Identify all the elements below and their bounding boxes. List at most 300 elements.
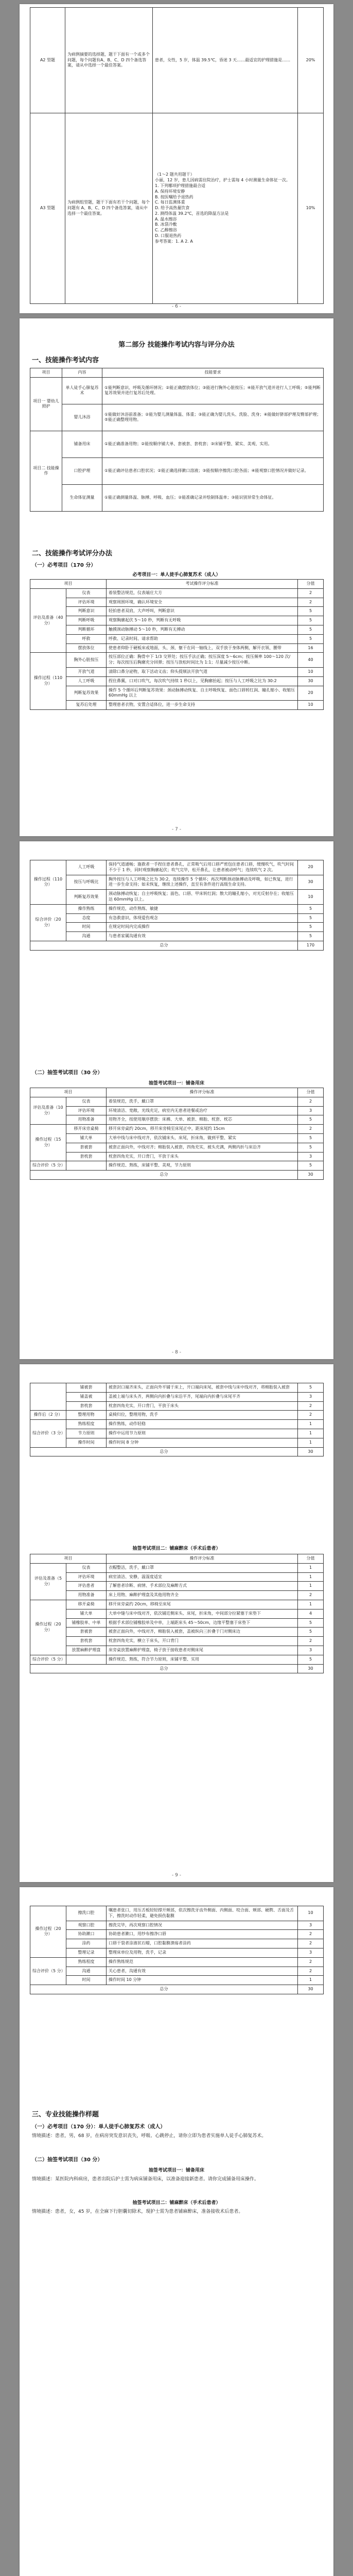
group-cell: 操作过程（110 分） [30,653,66,710]
example-line: A. 保持环境安静 [155,189,185,194]
item-cell: 仪表 [66,588,107,598]
standard-cell: 移开床旁桌约 20cm，移开床旁椅至床尾正中，距床尾约 15cm [107,1125,298,1134]
part-title: 第二部分 技能操作考试内容与评分办法 [118,341,235,349]
score-cell: 2 [298,588,324,598]
standard-cell: 整理患者衣物，安置合适体位，进一步生命支持 [107,701,298,710]
page-number: - 7 - [172,827,181,832]
standard-cell: 协助患者漱口，用纱布擦净口唇 [107,1930,298,1939]
group-cell: 总分 [30,941,298,950]
item-cell: 移开桌椅 [66,1600,107,1609]
subsection-title: （一）必考项目（170 分） [32,563,96,568]
standard-cell: 呼救、记录时间、请求帮助 [107,634,298,643]
item-cell: 铺盖被 [66,1392,107,1401]
table-row [30,431,324,457]
column-header: 内容 [62,368,102,378]
item-cell: 熟练程度 [66,1957,107,1967]
score-cell: 20 [298,860,324,875]
group-cell: 总分 [30,1985,298,1994]
table-row [30,1429,324,1438]
content-cell: 婴儿沐浴 [62,404,102,431]
table-row [30,457,324,484]
table-header-row [30,580,324,589]
item-cell: 态度 [66,913,107,923]
table-row [30,1939,324,1948]
item-cell: 时间 [66,923,107,932]
item-cell: 观察口腔 [66,1921,107,1930]
table-row [30,1572,324,1582]
scoring-table-1-continued [30,860,324,951]
score-cell: 10 [298,890,324,905]
item-cell: 判断意识 [66,607,107,616]
column-header: 操作评分标准 [107,1088,298,1097]
score-cell: 2 [298,1401,324,1411]
example-line: D. 给予高热量饮食 [155,206,190,211]
standard-cell: 着装规范，洗手，戴口罩 [107,1097,298,1106]
score-cell: 1 [298,1582,324,1591]
document-page-5 [20,1887,333,2576]
table-row [30,1563,324,1572]
content-cell: 单人徒手心肺复苏术 [62,377,102,404]
example-line: 1. 下列哪项护理措施最合适 [155,183,206,188]
table-row [30,1628,324,1637]
standard-cell: 衣帽整洁，洗手，戴口罩 [107,1563,298,1572]
table-caption: 抽签考试项目二：铺麻醉床（手术后患者） [132,2200,221,2206]
requirement-cell: ①能正确评估患者口腔状况；②能正确选择漱口溶液；③能按顺序擦洗口腔各面；④能观察口腔情况并做好记录。 [102,457,324,484]
table-row [30,1921,324,1930]
table-caption: 必考项目一：单人徒手心肺复苏术（成人） [132,572,221,578]
table-row [30,1411,324,1420]
score-cell: 2 [298,598,324,607]
table-row [30,1097,324,1106]
subsection-title: （一）必考项目（170 分）：单人徒手心肺复苏术（成人） [32,2124,166,2130]
item-cell: 按压与呼吸比 [66,875,107,890]
table-row [30,1591,324,1600]
item-cell: 复苏后处理 [66,701,107,710]
item-cell: 评估环境 [66,598,107,607]
item-cell: 放置麻醉护理盘 [66,1646,107,1655]
item-cell: 用物准备 [66,1115,107,1125]
table-row [30,1171,324,1180]
standard-cell: 病室清洁、安静，温湿度适宜 [107,1572,298,1582]
example-line: 参考答案：1. A 2. A [155,239,193,244]
subsection-title: （二）抽签考试项目（30 分） [32,1070,103,1076]
table-row [30,923,324,932]
page-number: - 6 - [172,304,181,309]
standard-cell: 触摸颈动脉搏动 5～10 秒，判断有无搏动 [107,625,298,634]
type-label: A3 型题 [30,113,65,304]
score-cell: 5 [298,1161,324,1171]
table-row [30,625,324,634]
standard-cell: 操作 5 个循环后判断复苏效果：颈动脉搏动恢复、自主呼吸恢复、面色口唇转红润、瞳孔缩小、收缩压 60mmHg 以上 [107,686,298,701]
document-page-3 [20,841,333,1359]
table-caption: 抽签考试项目二：铺麻醉床（手术后患者） [132,1546,221,1551]
score-cell: 2 [298,1957,324,1967]
table-row [30,1976,324,1985]
group-cell: 综合评价（20 分） [30,904,66,941]
standard-cell: 观察胸廓起伏 5～10 秒，判断有无呼吸 [107,616,298,625]
standard-cell: 盖被上端与床头齐，两侧向内折叠与床沿平齐，尾端向内折叠与床尾平齐 [107,1392,298,1401]
item-cell: 套枕套 [66,1152,107,1161]
table-row [30,1161,324,1171]
score-cell: 5 [298,607,324,616]
score-cell: 2 [298,1097,324,1106]
group-cell: 操作过程（110 分） [30,860,66,905]
table-row [30,1646,324,1655]
score-cell: 40 [298,653,324,668]
column-header: 技能要求 [102,368,324,378]
item-cell: 套枕套 [66,1401,107,1411]
standard-cell: 关心患者，沟通有效 [107,1967,298,1976]
table-row [30,1637,324,1646]
page-number: - 9 - [172,1873,181,1878]
table-row [30,616,324,625]
type-example [153,113,298,304]
table-row [30,1957,324,1967]
standard-cell: 胸外按压与人工呼吸之比为 30:2，连续操作 5 个循环；再次判断颈动脉搏动及呼吸，如已恢复，进行进一步生命支持；如未恢复，继续上述操作，直至有条件进行高级生命支持。 [107,875,298,890]
standard-cell: 被套正面向外，中线对齐；棉胎装入被套，四角充实，被头充满，两侧内折与床沿齐 [107,1143,298,1152]
group-cell: 操作过程（20 分） [30,1600,66,1655]
group-cell: 综合评价（5 分） [30,1655,66,1664]
standard-cell: 移开床旁桌约 20cm，移椅至床尾 [107,1600,298,1609]
example-line: C. 乙醇擦浴 [155,228,177,233]
scoring-table-4 [30,1906,324,1994]
score-cell: 5 [298,616,324,625]
table-caption: 抽签考试项目一：铺备用床 [148,2168,204,2173]
item-cell: 整理记录 [66,1948,107,1957]
table-row [30,941,324,950]
score-cell: 3 [298,1152,324,1161]
standard-cell: 观察周围环境，确认环境安全 [107,598,298,607]
group-cell: 综合评价（3 分） [30,1420,66,1447]
scoring-table-3 [30,1554,324,1673]
table-row [30,701,324,710]
standard-cell: 操作规范、熟练，床铺平整、美观，节力原则 [107,1161,298,1171]
group-cell: 综合评价（5 分） [30,1957,66,1985]
standard-cell: 被套正面向外，中线对齐，棉胎装入被套，盖被纵向三折叠于门对侧床边 [107,1628,298,1637]
item-cell: 胸外心脏按压 [66,653,107,668]
score-cell: 5 [298,1115,324,1125]
score-cell: 5 [298,1383,324,1393]
standard-cell: 保持气道通畅；施救者一手捏住患者鼻孔，正常吸气后用口唇严密包住患者口唇，缓慢吹气，吹气时间不少于 1 秒，同时观察胸廓起伏；吹气完毕，松开鼻孔，让患者被动呼气；连续吹气 2 次。 [107,860,298,875]
content-cell: 铺备用床 [62,431,102,457]
group-cell: 操作过程（15 分） [30,1125,66,1161]
score-cell: 3 [298,1392,324,1401]
item-cell: 项目二 技能操作 [30,431,62,511]
document-page-4 [20,1364,333,1882]
table-row [30,676,324,686]
section-title: 二、技能操作考试评分办法 [32,550,113,557]
score-cell: 1 [298,1572,324,1582]
standard-cell: 使患者仰卧于硬板床或地面，头、颈、躯干在同一轴线上，双手放于身体两侧，解开衣领、腰带 [107,643,298,653]
table-row [30,686,324,701]
table-row [30,1618,324,1628]
score-cell: 5 [298,1133,324,1143]
table-row [30,1383,324,1393]
score-cell: 5 [298,913,324,923]
table-row [30,1125,324,1134]
standard-cell: 擦洗完毕，再次观察口腔情况 [107,1921,298,1930]
table-row [30,1401,324,1411]
group-cell: 总分 [30,1447,298,1456]
content-cell: 口腔护理 [62,457,102,484]
score-cell: 3 [298,1921,324,1930]
content-table [30,368,324,512]
score-cell: 3 [298,1106,324,1115]
scenario-text: 情境描述：患者，男，68 岁，在病房突发意识丧失，呼吸、心跳停止，请你立即为患者实施单人徒手心肺复苏术。 [32,2133,267,2139]
table-row [30,643,324,653]
page-number: - 8 - [172,1350,181,1355]
score-cell: 5 [298,1143,324,1152]
item-cell: 协助漱口 [66,1930,107,1939]
group-cell: 评估及准备（5 分） [30,1563,66,1600]
table-row [30,598,324,607]
example-line: B. 冰袋冷敷 [155,222,177,227]
column-header: 分值 [298,580,324,589]
item-cell [66,1161,107,1171]
table-row [30,1115,324,1125]
item-cell: 判断复苏效果 [66,686,107,701]
score-cell: 5 [298,932,324,941]
score-cell: 1 [298,1420,324,1429]
score-cell: 5 [298,625,324,634]
score-cell: 3 [298,1948,324,1957]
table-row [30,1948,324,1957]
score-cell: 30 [298,1664,324,1673]
score-cell: 2 [298,1939,324,1948]
table-row [30,634,324,643]
standard-cell: 按压部位正确：胸骨中下 1/3 交界处；按压手法正确；按压深度 5～6cm；按压频率 100～120 次/分；每次按压后胸廓充分回弹；按压与放松时间比为 1:1；尽量减少按压中断。 [107,653,298,668]
score-cell: 30 [298,1171,324,1180]
standard-cell: 大单中线与床中线对齐，依次铺床头、床尾，折床角，做到平整、紧实 [107,1133,298,1143]
score-cell: 10 [298,701,324,710]
scoring-table-2-continued [30,1383,324,1456]
item-cell: 套枕套 [66,1637,107,1646]
score-cell: 2 [298,1967,324,1976]
table-row [30,377,324,404]
table-row [30,1133,324,1143]
table-caption: 抽签考试项目一：铺备用床 [148,1081,204,1086]
standard-cell: 用物齐全，按使用顺序摆放：床褥、大单、被套、棉胎、枕套、枕芯 [107,1115,298,1125]
group-cell: 总分 [30,1171,298,1180]
column-header: 分值 [298,1554,324,1564]
standard-cell: 操作规范，动作熟练、敏捷 [107,904,298,913]
score-cell: 20 [298,686,324,701]
standard-cell: 操作中运用节力原则 [107,1429,298,1438]
item-cell: 评估环境 [66,1106,107,1115]
type-description: 为病例摘要的选择题，题干下面有一个或多个问题，每个问题有A、B、C、D 四个备选答案，请从中选择一个最佳答案。 [65,8,153,113]
score-cell: 1 [298,1563,324,1572]
score-cell: 2 [298,1591,324,1600]
item-cell: 用物准备 [66,1591,107,1600]
item-cell: 仪表 [66,1097,107,1106]
group-cell: 操作后（2 分） [30,1411,66,1420]
score-cell: 10 [298,1906,324,1921]
standard-cell: 操作熟练规范 [107,1957,298,1967]
standard-cell: 整理床单位及用物，洗手，记录 [107,1948,298,1957]
table-row [30,653,324,668]
type-description: 为病例组型题，题干下面有若干个问题，每个问题有 A、B、C、D 四个备选答案，请从中选择一个最佳答案。 [65,113,153,304]
item-cell: 开放气道 [66,667,107,676]
standard-cell: 枕套四角充实，横立于床头，开口背门 [107,1637,298,1646]
standard-cell: 桌椅归位，整理用物，洗手 [107,1411,298,1420]
requirement-cell: ①能做好沐浴前准备；②能为婴儿测量体温、体重；③能正确为婴儿洗头、洗脸、洗身；④能做好脐部护理及臀部护理；⑤能正确整理用物。 [102,404,324,431]
standard-cell: 操作规范、熟练，符合节力原则，床铺平整、实用 [107,1655,298,1664]
table-row [30,484,324,511]
item-cell [66,1655,107,1664]
score-cell: 10 [298,667,324,676]
requirement-cell: ①能判断意识、呼吸及循环情况；②能正确摆放体位；③能进行胸外心脏按压；④能开放气道并进行人工呼吸；⑤能判断复苏效果并进行复苏后处理。 [102,377,324,404]
score-cell: 16 [298,643,324,653]
score-cell: 5 [298,923,324,932]
score-cell: 30 [298,875,324,890]
subsection-title: （二）抽签考试项目（30 分） [32,2157,103,2163]
column-header: 分值 [298,1088,324,1097]
table-row [30,1420,324,1429]
standard-cell: 操作熟练，动作轻稳 [107,1420,298,1429]
scoring-table-2 [30,1088,324,1180]
table-row [30,1582,324,1591]
example-line: B. 按医嘱给予退热药 [155,194,193,199]
group-cell: 评估及准备（10 分） [30,1097,66,1124]
item-cell: 判断呼吸 [66,616,107,625]
item-cell: 摆放体位 [66,643,107,653]
column-header: 项目 [30,1554,107,1564]
table-row [30,1655,324,1664]
table-row [30,890,324,905]
score-cell: 30 [298,1985,324,1994]
item-cell: 涂药 [66,1939,107,1948]
standard-cell: 口唇干裂者涂液状石蜡，口腔黏膜溃疡者涂药 [107,1939,298,1948]
type-example: 患者，女性，5 岁，体温 39.5℃，昏迷 3 天……最适宜的护理措施是…… [153,8,298,113]
score-cell: 5 [298,1628,324,1637]
scenario-text: 情境描述：某医院内科病房，患者出院后护士需为病床铺备用床，以准备迎接新患者。请你完成铺备用床操作。 [32,2177,259,2182]
standard-cell: 床旁桌放置麻醉护理盘，椅子放于接收患者对侧床尾 [107,1646,298,1655]
standard-cell: 嘱患者张口，用压舌板轻轻撑开颊部，依次擦洗牙齿外侧面、内侧面、咬合面、颊部、硬腭、舌面及舌下，擦洗时动作轻柔，避免损伤黏膜 [107,1906,298,1921]
type-label: A2 型题 [30,8,65,113]
group-cell: 操作过程（20 分） [30,1906,66,1958]
content-cell: 生命体征测量 [62,484,102,511]
document-page-2 [20,318,333,836]
score-cell: 1 [298,1429,324,1438]
type-percent: 10% [298,113,324,304]
table-row [30,404,324,431]
item-cell: 铺大单 [66,1609,107,1618]
group-cell: 总分 [30,1664,298,1673]
table-row [30,1600,324,1609]
scenario-text: 情境描述：患者，女，45 岁，在全麻下行胆囊切除术，现护士需为患者铺麻醉床，准备接收术后患者。 [32,2209,243,2214]
group-cell [30,1383,66,1411]
table-row [30,1143,324,1152]
item-cell: 判断循环 [66,625,107,634]
score-cell: 2 [298,1930,324,1939]
item-cell: 节力原则 [66,1429,107,1438]
item-cell: 铺被套 [66,1383,107,1393]
score-cell: 5 [298,904,324,913]
table-row [30,1906,324,1921]
column-header: 项目 [30,1088,107,1097]
example-line: C. 每日监测体重 [155,200,185,205]
column-header: 项目 [30,580,107,589]
table-row [30,1438,324,1447]
item-cell: 沟通 [66,932,107,941]
item-cell: 铺大单 [66,1133,107,1143]
standard-cell: 枕套四角充实，开口背门，平放于床头 [107,1152,298,1161]
standard-cell: 床上用物、麻醉护理盘及其他用物齐全 [107,1591,298,1600]
score-cell: 5 [298,634,324,643]
example-line: 小丽，12 岁，患儿因病需住院治疗，护士需每 4 小时测量生命体征一次。 [155,178,290,183]
requirement-cell: ①能正确准备用物；②能按顺序铺大单、套被套、套枕套；③床铺平整、紧实、美观、实用。 [102,431,324,457]
table-row [30,1447,324,1456]
score-cell: 1 [298,1976,324,1985]
table-row [30,875,324,890]
example-line: （1～2 题共用题干） [155,172,195,177]
table-row [30,1985,324,1994]
table-row [30,113,324,304]
score-cell: 1 [298,1600,324,1609]
example-line: A. 温水擦浴 [155,216,177,222]
item-cell: 铺橡胶单、中单 [66,1618,107,1628]
score-cell: 170 [298,941,324,950]
scoring-table-1 [30,579,324,710]
section-title: 一、技能操作考试内容 [32,357,99,364]
item-cell: 熟练程度 [66,1420,107,1429]
item-cell: 仪表 [66,1563,107,1572]
table-row [30,667,324,676]
item-cell: 时间 [66,1976,107,1985]
item-cell: 移开床旁桌椅 [66,1125,107,1134]
table-header-row [30,368,324,378]
table-header-row [30,1554,324,1564]
item-cell: 评估患者 [66,1582,107,1591]
item-cell: 评估环境 [66,1572,107,1582]
item-cell: 沟通 [66,1967,107,1976]
standard-cell: 环境清洁、宽敞，光线充足，病室内无患者进餐或治疗 [107,1106,298,1115]
table-row [30,607,324,616]
table-row [30,1106,324,1115]
item-cell: 人工呼吸 [66,860,107,875]
standard-cell: 根据手术部位铺橡胶单及中单，上端距床头 45～50cm，边缘平整塞于床垫下 [107,1618,298,1628]
example-line: 2. 测得体温 39.2℃，首选的降温方法是 [155,211,229,216]
group-cell: 评估及准备（40 分） [30,588,66,653]
table-row [30,913,324,923]
item-cell: 人工呼吸 [66,676,107,686]
item-cell: 操作时间 [66,1438,107,1447]
table-row [30,8,324,113]
standard-cell: 被套封口端齐床头，正面向外平铺于床上，开口端向床尾，被套中线与床中线对齐，将棉胎装入被套 [107,1383,298,1393]
score-cell: 2 [298,1637,324,1646]
item-cell: 操作熟练 [66,904,107,913]
score-cell: 2 [298,1125,324,1134]
table-row [30,1967,324,1976]
standard-cell: 捏住鼻翼，口对口吹气，每次吹气持续 1 秒以上，见胸廓抬起；按压与人工呼吸之比为 30:2 [107,676,298,686]
question-type-table [30,7,324,304]
group-cell: 综合评价（5 分） [30,1161,66,1171]
standard-cell: 着装整洁规范，仪表端庄大方 [107,588,298,598]
score-cell: 30 [298,676,324,686]
score-cell: 30 [298,1447,324,1456]
document-page-1 [20,4,333,313]
table-row [30,932,324,941]
standard-cell: 有急救意识，体现爱伤观念 [107,913,298,923]
score-cell: 5 [298,1618,324,1628]
standard-cell: 了解患者诊断、病情、手术部位及麻醉方式 [107,1582,298,1591]
type-percent: 20% [298,8,324,113]
requirement-cell: ①能正确测量体温、脉搏、呼吸、血压；②能准确记录并绘制体温单；③能识别异常生命体征。 [102,484,324,511]
table-row [30,904,324,913]
table-header-row [30,1088,324,1097]
standard-cell: 操作时间 10 分钟 [107,1976,298,1985]
table-row [30,1152,324,1161]
